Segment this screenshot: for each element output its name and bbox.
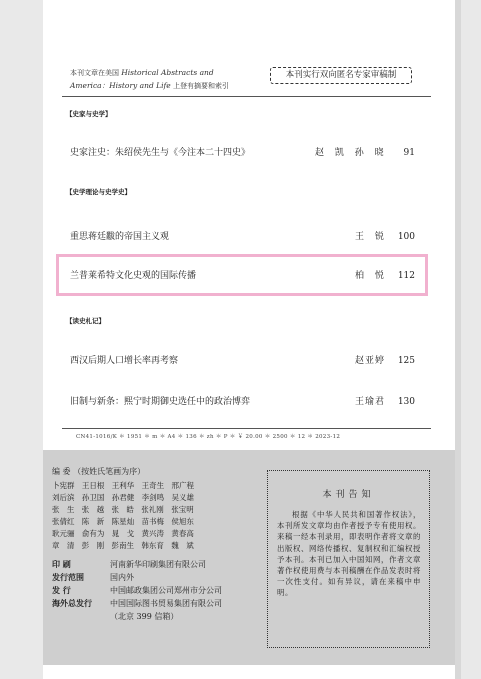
entry-title: 史家注史：朱绍侯先生与《今注本二十四史》 xyxy=(70,148,251,158)
section-title-theory: 【史学理论与史学史】 xyxy=(66,188,131,196)
editorial-row: 张倩红 陈 新 陈星灿 苗书梅 侯旭东 xyxy=(52,517,194,526)
entry-title: 西汉后期人口增长率再考察 xyxy=(70,356,179,366)
cn-publication-line: CN41-1016/K ＊ 1951 ＊ m ＊ A4 ＊ 136 ＊ zh ＊ P ＊ ￥ 20.00 ＊ 2500 ＊ 12 ＊ 2023-12 xyxy=(76,434,341,440)
toc-entry[interactable] xyxy=(70,146,415,160)
publishing-row-printer: 印 刷 河南新华印刷集团有限公司 xyxy=(52,559,206,569)
entry-author: 柏 悦 xyxy=(355,271,388,281)
editorial-row: 章 清 彭 刚 彭南生 韩东育 魏 斌 xyxy=(52,541,194,550)
toc-entry[interactable] xyxy=(70,354,415,368)
notice-box xyxy=(267,470,430,648)
editorial-row: 耿元骊 俞有为 晁 戈 黄兴涛 黄春高 xyxy=(52,529,194,538)
entry-title: 兰普莱希特文化史观的国际传播 xyxy=(70,271,197,281)
peer-review-stamp: 本刊实行双向匿名专家审稿制 xyxy=(270,67,412,84)
page-edge xyxy=(455,0,461,679)
entry-page: 91 xyxy=(403,148,415,158)
editorial-row: 卜宪群 王日根 王利华 王奇生 邢广程 xyxy=(52,481,195,490)
publishing-row-overseas: 海外总发行 中国国际图书贸易集团有限公司 xyxy=(52,598,222,608)
footer-rule xyxy=(62,428,431,429)
publishing-row-distribution: 发 行 中国邮政集团公司郑州市分公司 xyxy=(52,585,222,595)
publishing-row-scope: 发行范围 国内外 xyxy=(52,572,134,582)
entry-page: 130 xyxy=(397,397,415,407)
entry-title: 重思蒋廷黻的帝国主义观 xyxy=(70,232,170,242)
header-rule xyxy=(62,96,431,97)
notice-title: 本刊告知 xyxy=(322,490,375,500)
entry-page: 125 xyxy=(397,356,415,366)
toc-entry-highlighted[interactable] xyxy=(70,269,415,283)
entry-page: 100 xyxy=(397,232,415,242)
entry-title: 旧制与新条：熙宁时期御史选任中的政治博弈 xyxy=(70,397,251,407)
entry-page: 112 xyxy=(397,271,415,281)
indexing-note-line2: America：History and Life 上登有摘要和索引 xyxy=(70,81,229,90)
editorial-row: 刘后滨 孙卫国 孙君健 李剑鸣 吴义雄 xyxy=(52,493,195,502)
entry-author: 王 锐 xyxy=(355,232,388,242)
notice-body: 根据《中华人民共和国著作权法》，本刊所发文章均由作者授予专有使用权。来稿一经本刊录用，即表明作者将文章的出版权、网络传播权、复制权和汇编权授予本刊。本刊已加入中国知网，作者文章著作权使用费与本刊稿酬在作品发表时将一次性支付。如有异议，请在来稿中申明。 xyxy=(277,510,421,598)
toc-entry[interactable] xyxy=(70,230,415,244)
toc-entry[interactable] xyxy=(70,395,415,409)
entry-author: 王瑜君 xyxy=(355,397,386,407)
section-title-historians: 【史家与史学】 xyxy=(66,110,112,118)
publishing-row-mailbox: （北京 399 信箱） xyxy=(110,612,179,621)
indexing-note-line1: 本刊文章在美国 Historical Abstracts and xyxy=(70,68,214,77)
entry-author: 赵亚婷 xyxy=(355,356,386,366)
entry-author: 赵 凯 孙 晓 xyxy=(315,148,388,158)
editorial-row: 张 生 张 越 张 皓 张礼刚 张宝明 xyxy=(52,505,194,514)
editorial-heading: 编 委 （按姓氏笔画为序） xyxy=(52,467,146,476)
section-title-notes: 【读史札记】 xyxy=(66,317,105,325)
